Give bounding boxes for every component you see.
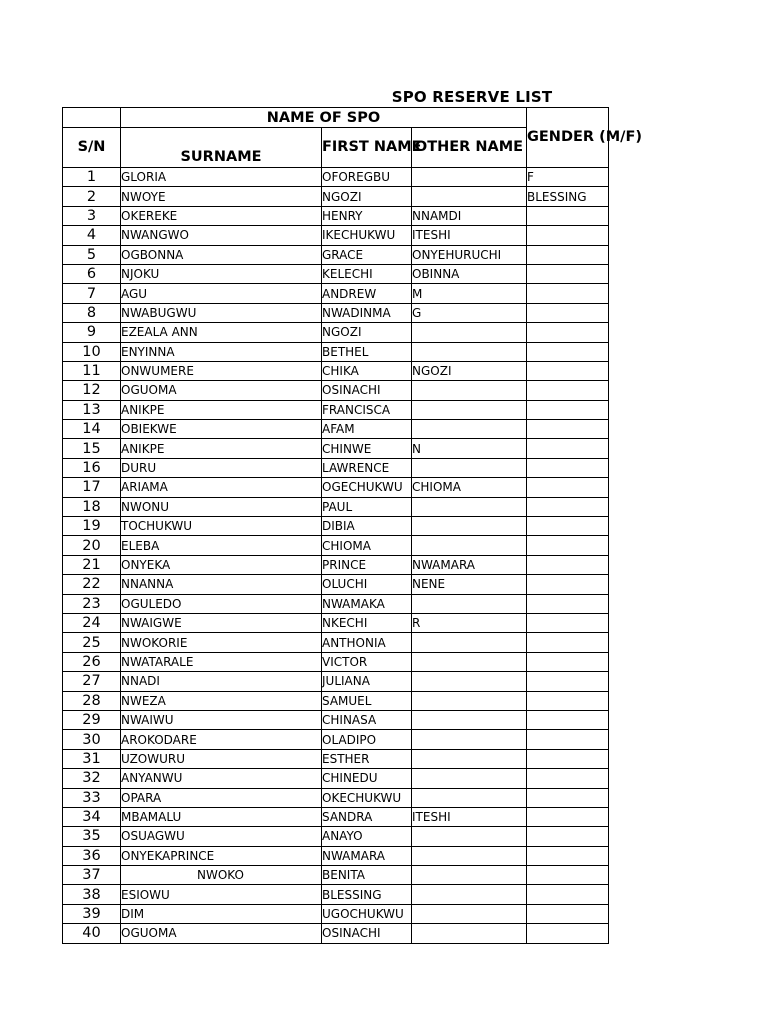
- row-first-name-cell: OGECHUKWU: [322, 478, 412, 497]
- table-row: [63, 497, 609, 516]
- row-surname-cell: OGUOMA: [121, 381, 322, 400]
- row-first-name-cell: PAUL: [322, 497, 412, 516]
- row-gender-cell: [527, 691, 609, 710]
- row-gender-cell: [527, 323, 609, 342]
- row-gender-cell: [527, 536, 609, 555]
- row-gender-cell: [527, 575, 609, 594]
- table-row: [63, 652, 609, 671]
- row-first-name-cell: NWADINMA: [322, 303, 412, 322]
- table-row: [63, 788, 609, 807]
- table-row: [63, 400, 609, 419]
- row-surname-cell: OGBONNA: [121, 245, 322, 264]
- row-other-name-cell: ONYEHURUCHI: [412, 245, 527, 264]
- row-other-name-cell: [412, 672, 527, 691]
- row-gender-cell: [527, 769, 609, 788]
- row-gender-cell: [527, 749, 609, 768]
- table-row: [63, 517, 609, 536]
- row-surname-cell: NWOKORIE: [121, 633, 322, 652]
- table-body: [63, 168, 609, 944]
- row-gender-cell: [527, 381, 609, 400]
- table-row: [63, 594, 609, 613]
- row-first-name-cell: ANTHONIA: [322, 633, 412, 652]
- row-surname-cell: NNANNA: [121, 575, 322, 594]
- row-surname-cell: NNADI: [121, 672, 322, 691]
- row-sn-cell: 11: [63, 361, 121, 380]
- row-surname-cell: OGUOMA: [121, 924, 322, 943]
- table-row: [63, 264, 609, 283]
- row-first-name-cell: VICTOR: [322, 652, 412, 671]
- row-gender-cell: [527, 497, 609, 516]
- row-sn-cell: 32: [63, 769, 121, 788]
- row-surname-cell: NWOYE: [121, 187, 322, 206]
- row-gender-cell: [527, 866, 609, 885]
- row-sn-cell: 3: [63, 206, 121, 225]
- header-other-name: OTHER NAME: [412, 128, 527, 168]
- row-surname-cell: NWABUGWU: [121, 303, 322, 322]
- row-sn-cell: 34: [63, 807, 121, 826]
- row-surname-cell: UZOWURU: [121, 749, 322, 768]
- row-surname-cell: ARIAMA: [121, 478, 322, 497]
- row-other-name-cell: [412, 788, 527, 807]
- row-gender-cell: [527, 420, 609, 439]
- row-gender-cell: [527, 613, 609, 632]
- row-first-name-cell: OLUCHI: [322, 575, 412, 594]
- row-surname-cell: DIM: [121, 904, 322, 923]
- row-gender-cell: [527, 885, 609, 904]
- row-gender-cell: [527, 710, 609, 729]
- row-first-name-cell: IKECHUKWU: [322, 226, 412, 245]
- table-row: [63, 536, 609, 555]
- row-sn-cell: 1: [63, 168, 121, 187]
- row-surname-cell: NWAIWU: [121, 710, 322, 729]
- row-surname-cell: ANIKPE: [121, 439, 322, 458]
- row-surname-cell: ANIKPE: [121, 400, 322, 419]
- row-first-name-cell: CHINWE: [322, 439, 412, 458]
- header-blank-cell: [63, 108, 121, 128]
- row-first-name-cell: GRACE: [322, 245, 412, 264]
- row-sn-cell: 17: [63, 478, 121, 497]
- row-sn-cell: 27: [63, 672, 121, 691]
- row-gender-cell: [527, 361, 609, 380]
- row-first-name-cell: BENITA: [322, 866, 412, 885]
- row-gender-cell: F: [527, 168, 609, 187]
- row-first-name-cell: PRINCE: [322, 555, 412, 574]
- row-surname-cell: DURU: [121, 458, 322, 477]
- row-sn-cell: 20: [63, 536, 121, 555]
- row-gender-cell: [527, 555, 609, 574]
- row-gender-cell: [527, 458, 609, 477]
- row-sn-cell: 25: [63, 633, 121, 652]
- row-other-name-cell: ITESHI: [412, 226, 527, 245]
- row-surname-cell: ANYANWU: [121, 769, 322, 788]
- row-gender-cell: [527, 517, 609, 536]
- table-row: [63, 710, 609, 729]
- table-row: [63, 381, 609, 400]
- row-surname-cell: GLORIA: [121, 168, 322, 187]
- row-other-name-cell: [412, 769, 527, 788]
- table-row: [63, 575, 609, 594]
- row-sn-cell: 29: [63, 710, 121, 729]
- row-sn-cell: 18: [63, 497, 121, 516]
- row-first-name-cell: CHIOMA: [322, 536, 412, 555]
- row-first-name-cell: BETHEL: [322, 342, 412, 361]
- row-gender-cell: [527, 400, 609, 419]
- row-surname-cell: TOCHUKWU: [121, 517, 322, 536]
- row-other-name-cell: [412, 827, 527, 846]
- spo-reserve-table: [62, 107, 642, 944]
- row-first-name-cell: OFOREGBU: [322, 168, 412, 187]
- row-other-name-cell: [412, 866, 527, 885]
- header-first-name: FIRST NAME: [322, 128, 412, 168]
- row-first-name-cell: NGOZI: [322, 187, 412, 206]
- row-surname-cell: NJOKU: [121, 264, 322, 283]
- table-row: [63, 769, 609, 788]
- row-sn-cell: 35: [63, 827, 121, 846]
- row-surname-cell: OBIEKWE: [121, 420, 322, 439]
- row-sn-cell: 13: [63, 400, 121, 419]
- table-row: [63, 555, 609, 574]
- row-other-name-cell: [412, 904, 527, 923]
- row-sn-cell: 12: [63, 381, 121, 400]
- row-sn-cell: 8: [63, 303, 121, 322]
- row-other-name-cell: [412, 691, 527, 710]
- row-first-name-cell: OLADIPO: [322, 730, 412, 749]
- row-gender-cell: [527, 342, 609, 361]
- row-sn-cell: 24: [63, 613, 121, 632]
- row-other-name-cell: [412, 381, 527, 400]
- row-first-name-cell: NWAMAKA: [322, 594, 412, 613]
- row-other-name-cell: [412, 749, 527, 768]
- row-gender-cell: [527, 846, 609, 865]
- row-other-name-cell: [412, 458, 527, 477]
- table-row: [63, 924, 609, 943]
- row-first-name-cell: KELECHI: [322, 264, 412, 283]
- document-title: SPO RESERVE LIST: [391, 88, 553, 106]
- row-gender-cell: [527, 652, 609, 671]
- row-surname-cell: NWOKO: [121, 866, 322, 885]
- row-sn-cell: 15: [63, 439, 121, 458]
- row-other-name-cell: NWAMARA: [412, 555, 527, 574]
- row-first-name-cell: CHINEDU: [322, 769, 412, 788]
- row-sn-cell: 19: [63, 517, 121, 536]
- table-row: [63, 846, 609, 865]
- row-sn-cell: 28: [63, 691, 121, 710]
- row-gender-cell: [527, 206, 609, 225]
- row-other-name-cell: OBINNA: [412, 264, 527, 283]
- row-first-name-cell: SANDRA: [322, 807, 412, 826]
- row-gender-cell: [527, 827, 609, 846]
- row-gender-cell: [527, 303, 609, 322]
- row-sn-cell: 16: [63, 458, 121, 477]
- row-gender-cell: [527, 245, 609, 264]
- table-row: [63, 672, 609, 691]
- table-row: [63, 245, 609, 264]
- row-other-name-cell: CHIOMA: [412, 478, 527, 497]
- row-sn-cell: 22: [63, 575, 121, 594]
- row-surname-cell: NWEZA: [121, 691, 322, 710]
- table-row: [63, 342, 609, 361]
- table-row: [63, 168, 609, 187]
- row-first-name-cell: OSINACHI: [322, 381, 412, 400]
- row-sn-cell: 39: [63, 904, 121, 923]
- row-sn-cell: 30: [63, 730, 121, 749]
- row-other-name-cell: R: [412, 613, 527, 632]
- row-other-name-cell: NENE: [412, 575, 527, 594]
- row-surname-cell: AGU: [121, 284, 322, 303]
- row-first-name-cell: SAMUEL: [322, 691, 412, 710]
- row-surname-cell: ONWUMERE: [121, 361, 322, 380]
- row-gender-cell: [527, 730, 609, 749]
- row-other-name-cell: [412, 594, 527, 613]
- row-other-name-cell: [412, 846, 527, 865]
- row-first-name-cell: UGOCHUKWU: [322, 904, 412, 923]
- row-other-name-cell: [412, 885, 527, 904]
- row-surname-cell: ONYEKA: [121, 555, 322, 574]
- table-row: [63, 420, 609, 439]
- row-first-name-cell: DIBIA: [322, 517, 412, 536]
- row-sn-cell: 26: [63, 652, 121, 671]
- row-surname-cell: EZEALA ANN: [121, 323, 322, 342]
- row-first-name-cell: LAWRENCE: [322, 458, 412, 477]
- row-surname-cell: NWAIGWE: [121, 613, 322, 632]
- row-sn-cell: 38: [63, 885, 121, 904]
- row-first-name-cell: OKECHUKWU: [322, 788, 412, 807]
- table-row: [63, 303, 609, 322]
- row-other-name-cell: [412, 924, 527, 943]
- row-gender-cell: [527, 807, 609, 826]
- table-row: [63, 187, 609, 206]
- row-other-name-cell: NGOZI: [412, 361, 527, 380]
- header-gender: GENDER (M/F): [527, 108, 609, 168]
- row-first-name-cell: NKECHI: [322, 613, 412, 632]
- row-surname-cell: OGULEDO: [121, 594, 322, 613]
- row-first-name-cell: BLESSING: [322, 885, 412, 904]
- row-sn-cell: 14: [63, 420, 121, 439]
- row-first-name-cell: CHIKA: [322, 361, 412, 380]
- row-sn-cell: 36: [63, 846, 121, 865]
- table-row: [63, 226, 609, 245]
- row-first-name-cell: AFAM: [322, 420, 412, 439]
- row-first-name-cell: ESTHER: [322, 749, 412, 768]
- row-sn-cell: 31: [63, 749, 121, 768]
- row-surname-cell: AROKODARE: [121, 730, 322, 749]
- row-gender-cell: [527, 924, 609, 943]
- table-row: [63, 749, 609, 768]
- table-row: [63, 284, 609, 303]
- header-sn: S/N: [63, 128, 121, 168]
- row-first-name-cell: NGOZI: [322, 323, 412, 342]
- row-gender-cell: [527, 594, 609, 613]
- row-first-name-cell: OSINACHI: [322, 924, 412, 943]
- row-surname-cell: ELEBA: [121, 536, 322, 555]
- row-surname-cell: OPARA: [121, 788, 322, 807]
- row-gender-cell: [527, 672, 609, 691]
- table-row: [63, 691, 609, 710]
- row-sn-cell: 37: [63, 866, 121, 885]
- row-other-name-cell: [412, 342, 527, 361]
- table-row: [63, 458, 609, 477]
- row-other-name-cell: [412, 710, 527, 729]
- table-row: [63, 807, 609, 826]
- row-surname-cell: NWATARALE: [121, 652, 322, 671]
- row-first-name-cell: HENRY: [322, 206, 412, 225]
- row-first-name-cell: CHINASA: [322, 710, 412, 729]
- row-gender-cell: [527, 788, 609, 807]
- table-row: [63, 866, 609, 885]
- row-other-name-cell: [412, 400, 527, 419]
- row-surname-cell: NWANGWO: [121, 226, 322, 245]
- table-row: [63, 323, 609, 342]
- row-sn-cell: 23: [63, 594, 121, 613]
- row-gender-cell: [527, 904, 609, 923]
- table-row: [63, 478, 609, 497]
- row-sn-cell: 7: [63, 284, 121, 303]
- row-surname-cell: ESIOWU: [121, 885, 322, 904]
- row-gender-cell: [527, 284, 609, 303]
- header-surname: SURNAME: [121, 128, 322, 168]
- row-gender-cell: BLESSING: [527, 187, 609, 206]
- table-row: [63, 730, 609, 749]
- row-other-name-cell: G: [412, 303, 527, 322]
- row-sn-cell: 33: [63, 788, 121, 807]
- row-sn-cell: 2: [63, 187, 121, 206]
- row-sn-cell: 21: [63, 555, 121, 574]
- row-other-name-cell: NNAMDI: [412, 206, 527, 225]
- row-sn-cell: 4: [63, 226, 121, 245]
- row-surname-cell: NWONU: [121, 497, 322, 516]
- row-gender-cell: [527, 633, 609, 652]
- row-other-name-cell: [412, 323, 527, 342]
- row-surname-cell: ENYINNA: [121, 342, 322, 361]
- row-sn-cell: 10: [63, 342, 121, 361]
- header-row-group: [63, 108, 609, 128]
- row-first-name-cell: NWAMARA: [322, 846, 412, 865]
- row-gender-cell: [527, 439, 609, 458]
- table-row: [63, 613, 609, 632]
- table-row: [63, 827, 609, 846]
- row-first-name-cell: JULIANA: [322, 672, 412, 691]
- row-other-name-cell: [412, 536, 527, 555]
- row-other-name-cell: M: [412, 284, 527, 303]
- row-sn-cell: 40: [63, 924, 121, 943]
- row-surname-cell: MBAMALU: [121, 807, 322, 826]
- table-row: [63, 361, 609, 380]
- header-name-of-spo: NAME OF SPO: [121, 108, 527, 128]
- row-gender-cell: [527, 226, 609, 245]
- row-surname-cell: OKEREKE: [121, 206, 322, 225]
- table-row: [63, 439, 609, 458]
- row-other-name-cell: N: [412, 439, 527, 458]
- row-other-name-cell: [412, 633, 527, 652]
- row-other-name-cell: [412, 168, 527, 187]
- row-first-name-cell: ANAYO: [322, 827, 412, 846]
- row-other-name-cell: [412, 517, 527, 536]
- row-gender-cell: [527, 264, 609, 283]
- table-row: [63, 206, 609, 225]
- row-surname-cell: OSUAGWU: [121, 827, 322, 846]
- row-sn-cell: 5: [63, 245, 121, 264]
- row-other-name-cell: [412, 730, 527, 749]
- row-other-name-cell: [412, 187, 527, 206]
- row-sn-cell: 9: [63, 323, 121, 342]
- table-row: [63, 885, 609, 904]
- row-other-name-cell: [412, 652, 527, 671]
- row-gender-cell: [527, 478, 609, 497]
- table-row: [63, 904, 609, 923]
- row-first-name-cell: FRANCISCA: [322, 400, 412, 419]
- row-other-name-cell: [412, 420, 527, 439]
- row-sn-cell: 6: [63, 264, 121, 283]
- row-other-name-cell: [412, 497, 527, 516]
- row-first-name-cell: ANDREW: [322, 284, 412, 303]
- row-other-name-cell: ITESHI: [412, 807, 527, 826]
- table-row: [63, 633, 609, 652]
- row-surname-cell: ONYEKAPRINCE: [121, 846, 322, 865]
